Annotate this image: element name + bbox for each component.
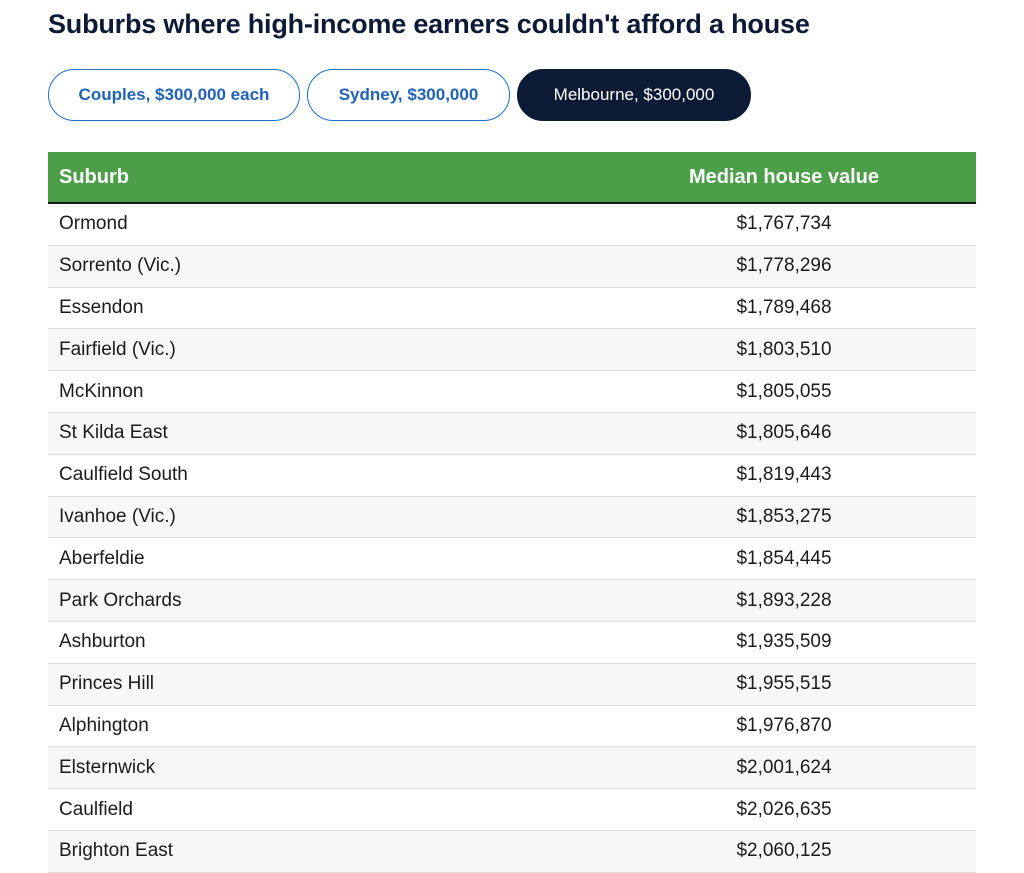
table-row bbox=[48, 538, 976, 580]
tab-sydney[interactable]: Sydney, $300,000 bbox=[307, 69, 510, 121]
column-header-suburb: Suburb bbox=[59, 165, 129, 188]
table-row bbox=[48, 706, 976, 748]
cell-suburb: Ormond bbox=[59, 213, 128, 235]
table-row bbox=[48, 246, 976, 288]
cell-suburb: Elsternwick bbox=[59, 756, 156, 778]
cell-suburb: Sorrento (Vic.) bbox=[59, 255, 182, 277]
tab-couples[interactable]: Couples, $300,000 each bbox=[48, 69, 300, 121]
cell-suburb: Aberfeldie bbox=[59, 547, 145, 569]
cell-median-value: $1,955,515 bbox=[736, 673, 832, 695]
cell-suburb: Fairfield (Vic.) bbox=[59, 338, 176, 360]
cell-median-value: $1,767,734 bbox=[736, 213, 832, 235]
table-row bbox=[48, 497, 976, 539]
table-row bbox=[48, 288, 976, 330]
table-body bbox=[48, 204, 976, 873]
cell-suburb: St Kilda East bbox=[59, 422, 168, 444]
cell-median-value: $1,778,296 bbox=[736, 255, 832, 277]
column-header-median-value: Median house value bbox=[688, 165, 880, 188]
table-row bbox=[48, 664, 976, 706]
table-row bbox=[48, 329, 976, 371]
tab-bar bbox=[48, 69, 751, 121]
cell-suburb: Park Orchards bbox=[59, 589, 182, 611]
cell-median-value: $1,935,509 bbox=[736, 631, 832, 653]
table-row bbox=[48, 622, 976, 664]
cell-median-value: $1,893,228 bbox=[736, 589, 832, 611]
table-row bbox=[48, 831, 976, 873]
suburb-table bbox=[48, 152, 976, 873]
cell-median-value: $1,854,445 bbox=[736, 547, 832, 569]
cell-median-value: $1,803,510 bbox=[736, 338, 832, 360]
table-row bbox=[48, 580, 976, 622]
table-row bbox=[48, 371, 976, 413]
cell-median-value: $2,026,635 bbox=[736, 798, 832, 820]
cell-suburb: Essendon bbox=[59, 296, 144, 318]
cell-suburb: McKinnon bbox=[59, 380, 144, 402]
tab-melbourne[interactable]: Melbourne, $300,000 bbox=[517, 69, 751, 121]
table-row bbox=[48, 455, 976, 497]
cell-median-value: $1,976,870 bbox=[736, 714, 832, 736]
cell-median-value: $1,805,646 bbox=[736, 422, 832, 444]
table-row bbox=[48, 789, 976, 831]
cell-suburb: Brighton East bbox=[59, 840, 174, 862]
cell-median-value: $2,001,624 bbox=[736, 756, 832, 778]
table-row bbox=[48, 747, 976, 789]
cell-suburb: Alphington bbox=[59, 714, 149, 736]
cell-median-value: $1,853,275 bbox=[736, 505, 832, 527]
page-title: Suburbs where high-income earners couldn't afford a house bbox=[48, 9, 810, 39]
cell-suburb: Princes Hill bbox=[59, 673, 155, 695]
cell-median-value: $1,805,055 bbox=[736, 380, 832, 402]
cell-median-value: $1,789,468 bbox=[736, 296, 832, 318]
cell-suburb: Ivanhoe (Vic.) bbox=[59, 505, 176, 527]
cell-suburb: Ashburton bbox=[59, 631, 146, 653]
cell-median-value: $1,819,443 bbox=[736, 464, 832, 486]
cell-suburb: Caulfield South bbox=[59, 464, 188, 486]
table-row bbox=[48, 204, 976, 246]
table-header bbox=[48, 152, 976, 204]
cell-suburb: Caulfield bbox=[59, 798, 133, 820]
table-row bbox=[48, 413, 976, 455]
cell-median-value: $2,060,125 bbox=[736, 840, 832, 862]
